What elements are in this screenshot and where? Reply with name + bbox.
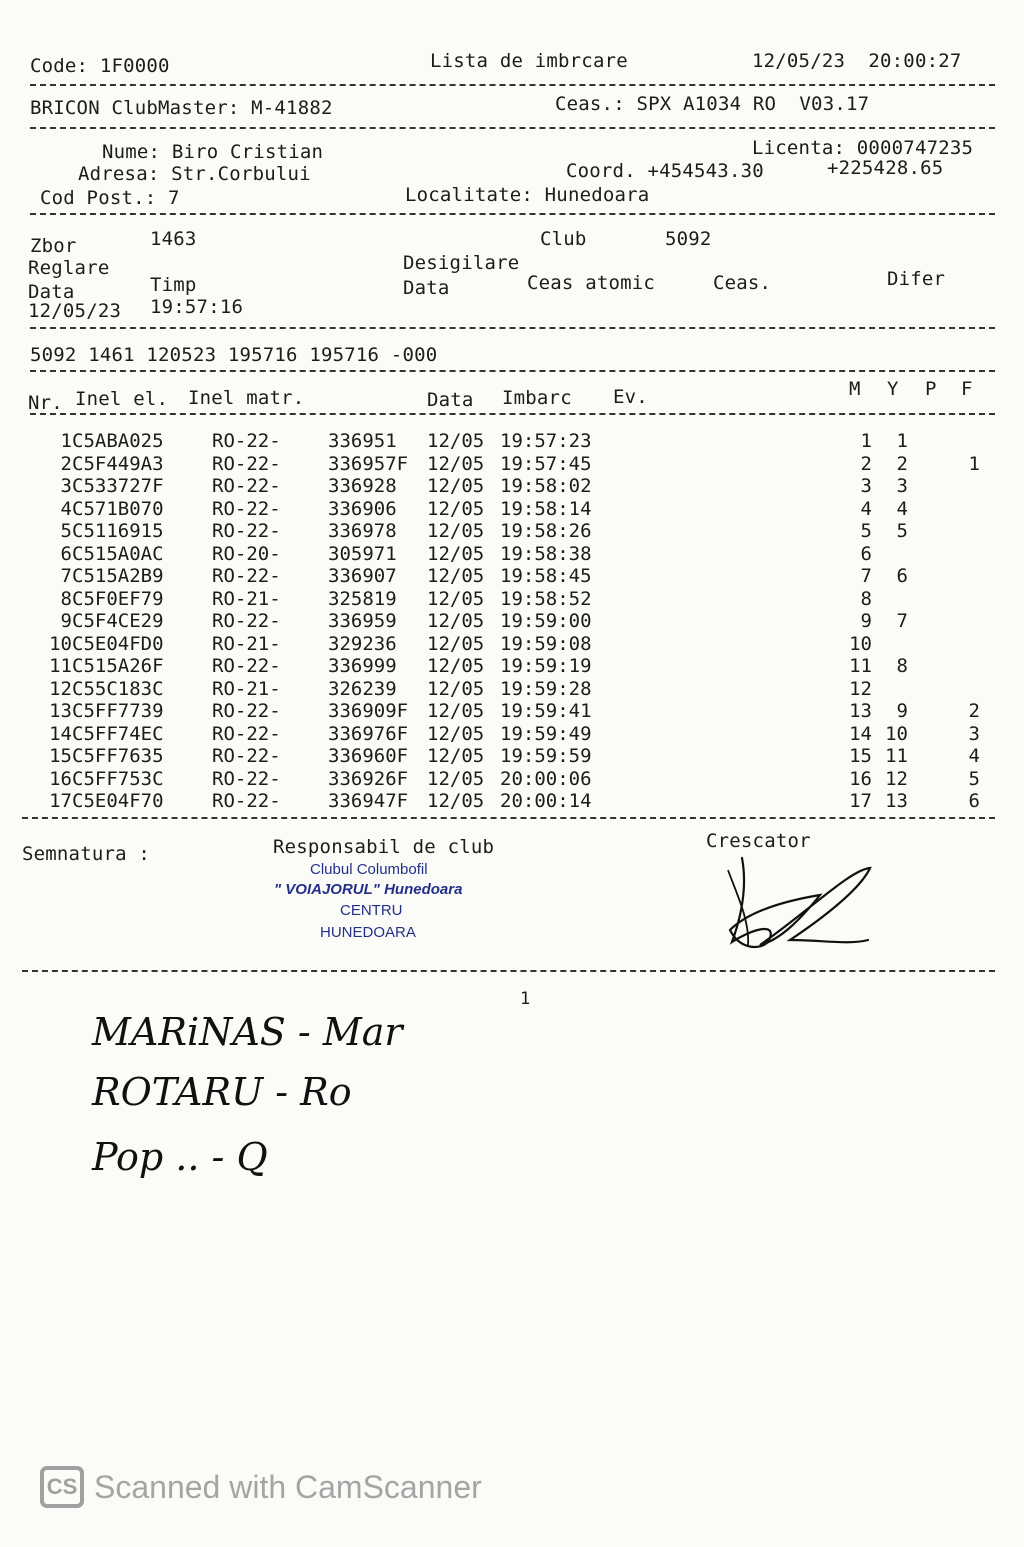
arrival-date: 12/05 — [427, 767, 485, 790]
electronic-ring: C533727F — [72, 475, 164, 497]
flight-number: 1463 — [150, 228, 197, 250]
breeder-signature — [720, 850, 890, 960]
table-row — [0, 768, 1024, 791]
handwritten-line-2: ROTARU - Ro — [92, 1070, 352, 1114]
ring-prefix: RO-20- — [212, 542, 281, 565]
table-row — [0, 655, 1024, 678]
arrival-time: 19:58:52 — [500, 587, 592, 610]
arrival-date: 12/05 — [427, 565, 485, 587]
arrival-time: 20:00:06 — [500, 767, 592, 790]
arrival-date: 12/05 — [427, 520, 485, 542]
row-number: 17 — [49, 790, 72, 812]
locality: Localitate: Hunedoara — [405, 184, 650, 206]
ring-number: 336957F — [328, 452, 409, 475]
electronic-ring: C5F449A3 — [72, 452, 164, 475]
coord-latitude: Coord. +454543.30 — [566, 160, 764, 182]
stamp-line-4: HUNEDOARA — [320, 924, 416, 941]
arrival-time: 19:58:02 — [500, 475, 592, 497]
arrival-time: 19:59:28 — [500, 677, 592, 700]
code-label: Code: 1F0000 — [30, 55, 170, 77]
table-row — [0, 453, 1024, 476]
ring-number: 336978 — [328, 520, 397, 542]
ring-number: 336909F — [328, 700, 409, 722]
handwritten-line-3: Pop .. - Q — [92, 1135, 268, 1179]
arrival-date: 12/05 — [427, 430, 485, 452]
row-number: 3 — [60, 475, 72, 497]
divider — [30, 413, 995, 415]
arrival-date: 12/05 — [427, 452, 485, 475]
ring-prefix: RO-22- — [212, 430, 281, 452]
col-header-nr: Nr. — [28, 392, 63, 414]
electronic-ring: C5FF74EC — [72, 722, 164, 745]
ring-prefix: RO-22- — [212, 497, 281, 520]
rank-m: 4 — [860, 497, 872, 520]
ring-number: 336960F — [328, 745, 409, 767]
row-number: 14 — [49, 722, 72, 745]
electronic-ring: C5E04F70 — [72, 790, 164, 812]
table-row — [0, 498, 1024, 521]
arrival-time: 19:57:23 — [500, 430, 592, 452]
col-header-data: Data — [427, 389, 474, 411]
date-label-2: Data — [403, 277, 450, 299]
summary-line: 5092 1461 120523 195716 195716 -000 — [30, 344, 438, 366]
ring-prefix: RO-22- — [212, 700, 281, 722]
arrival-time: 19:58:26 — [500, 520, 592, 542]
table-row — [0, 475, 1024, 498]
rank-m: 10 — [849, 632, 872, 655]
ring-number: 325819 — [328, 587, 397, 610]
ring-number: 336976F — [328, 722, 409, 745]
arrival-date: 12/05 — [427, 722, 485, 745]
clock-label-2: Ceas. — [713, 272, 772, 294]
arrival-time: 19:58:14 — [500, 497, 592, 520]
rank-y: 11 — [885, 745, 908, 767]
row-number: 16 — [49, 767, 72, 790]
page-number: 1 — [520, 989, 531, 1009]
table-row — [0, 588, 1024, 611]
divider — [30, 84, 995, 86]
rank-f: 2 — [968, 700, 980, 722]
adjustment-time: 19:57:16 — [150, 296, 244, 318]
arrival-time: 19:59:41 — [500, 700, 592, 722]
date-label: Data — [28, 281, 75, 303]
row-number: 13 — [49, 700, 72, 722]
ring-prefix: RO-21- — [212, 587, 281, 610]
clubmaster-label: BRICON ClubMaster: M-41882 — [30, 97, 333, 119]
col-header-inel-matr: Inel matr. — [188, 387, 305, 409]
postal-code: Cod Post.: 7 — [40, 187, 180, 209]
stamp-line-2: " VOIAJORUL" Hunedoara — [274, 881, 463, 898]
electronic-ring: C515A26F — [72, 655, 164, 677]
rank-m: 3 — [860, 475, 872, 497]
rank-m: 12 — [849, 677, 872, 700]
ring-prefix: RO-21- — [212, 677, 281, 700]
row-number: 6 — [60, 542, 72, 565]
rank-m: 17 — [849, 790, 872, 812]
table-row — [0, 430, 1024, 453]
club-number: 5092 — [665, 228, 712, 250]
arrival-date: 12/05 — [427, 677, 485, 700]
col-header-imbarc: Imbarc — [502, 387, 572, 409]
electronic-ring: C571B070 — [72, 497, 164, 520]
table-row — [0, 543, 1024, 566]
arrival-date: 12/05 — [427, 655, 485, 677]
row-number: 5 — [60, 520, 72, 542]
club-responsible-label: Responsabil de club — [273, 836, 495, 858]
flight-label: Zbor — [30, 235, 77, 257]
table-row — [0, 790, 1024, 813]
rank-m: 6 — [860, 542, 872, 565]
arrival-date: 12/05 — [427, 542, 485, 565]
arrival-date: 12/05 — [427, 790, 485, 812]
arrival-date: 12/05 — [427, 475, 485, 497]
divider — [30, 127, 995, 129]
rank-m: 7 — [860, 565, 872, 587]
table-row — [0, 723, 1024, 746]
rank-y: 7 — [896, 610, 908, 632]
row-number: 10 — [49, 632, 72, 655]
rank-m: 8 — [860, 587, 872, 610]
owner-name: Nume: Biro Cristian — [102, 141, 324, 163]
arrival-date: 12/05 — [427, 497, 485, 520]
arrival-time: 19:59:49 — [500, 722, 592, 745]
document-title: Lista de imbrcare — [430, 50, 628, 72]
ring-number: 336926F — [328, 767, 409, 790]
rank-y: 2 — [896, 452, 908, 475]
atomic-clock-label: Ceas atomic — [527, 272, 656, 294]
ring-prefix: RO-22- — [212, 452, 281, 475]
rank-y: 10 — [885, 722, 908, 745]
rank-y: 3 — [896, 475, 908, 497]
electronic-ring: C5FF753C — [72, 767, 164, 790]
ring-number: 336959 — [328, 610, 397, 632]
ring-prefix: RO-22- — [212, 790, 281, 812]
ring-number: 336928 — [328, 475, 397, 497]
rank-f: 4 — [968, 745, 980, 767]
ring-prefix: RO-21- — [212, 632, 281, 655]
rank-m: 2 — [860, 452, 872, 475]
rank-m: 13 — [849, 700, 872, 722]
adjustment-label: Reglare — [28, 257, 110, 279]
col-header-f: F — [961, 378, 973, 400]
ring-prefix: RO-22- — [212, 722, 281, 745]
divider — [30, 327, 995, 329]
stamp-line-3: CENTRU — [340, 902, 403, 919]
arrival-time: 19:58:45 — [500, 565, 592, 587]
row-number: 8 — [60, 587, 72, 610]
ring-prefix: RO-22- — [212, 745, 281, 767]
camscanner-logo-icon: CS — [40, 1466, 84, 1508]
table-row — [0, 565, 1024, 588]
ring-prefix: RO-22- — [212, 565, 281, 587]
arrival-date: 12/05 — [427, 745, 485, 767]
col-header-inel-el: Inel el. — [75, 388, 169, 410]
electronic-ring: C515A2B9 — [72, 565, 164, 587]
rank-m: 11 — [849, 655, 872, 677]
print-datetime: 12/05/23 20:00:27 — [752, 50, 962, 72]
table-row — [0, 678, 1024, 701]
arrival-time: 19:58:38 — [500, 542, 592, 565]
electronic-ring: C515A0AC — [72, 542, 164, 565]
col-header-p: P — [925, 378, 937, 400]
coord-longitude: +225428.65 — [827, 157, 944, 179]
ring-prefix: RO-22- — [212, 610, 281, 632]
arrival-date: 12/05 — [427, 632, 485, 655]
rank-f: 1 — [968, 452, 980, 475]
rank-m: 14 — [849, 722, 872, 745]
row-number: 9 — [60, 610, 72, 632]
rank-f: 5 — [968, 767, 980, 790]
ring-number: 336906 — [328, 497, 397, 520]
rank-y: 12 — [885, 767, 908, 790]
arrival-time: 19:57:45 — [500, 452, 592, 475]
row-number: 4 — [60, 497, 72, 520]
rank-y: 13 — [885, 790, 908, 812]
difference-label: Difer — [887, 268, 946, 290]
col-header-ev: Ev. — [613, 386, 648, 408]
rank-m: 1 — [860, 430, 872, 452]
ring-number: 336951 — [328, 430, 397, 452]
divider — [30, 213, 995, 215]
electronic-ring: C5F4CE29 — [72, 610, 164, 632]
ring-number: 326239 — [328, 677, 397, 700]
electronic-ring: C55C183C — [72, 677, 164, 700]
rank-y: 9 — [896, 700, 908, 722]
ring-prefix: RO-22- — [212, 520, 281, 542]
breeder-label: Crescator — [706, 830, 811, 852]
divider — [30, 370, 995, 372]
row-number: 12 — [49, 677, 72, 700]
electronic-ring: C5FF7739 — [72, 700, 164, 722]
rank-y: 8 — [896, 655, 908, 677]
adjustment-date: 12/05/23 — [28, 300, 122, 322]
electronic-ring: C5116915 — [72, 520, 164, 542]
camscanner-text: Scanned with CamScanner — [94, 1468, 482, 1505]
ring-number: 329236 — [328, 632, 397, 655]
electronic-ring: C5F0EF79 — [72, 587, 164, 610]
table-row — [0, 610, 1024, 633]
ring-prefix: RO-22- — [212, 655, 281, 677]
rank-y: 6 — [896, 565, 908, 587]
arrival-time: 19:59:19 — [500, 655, 592, 677]
arrival-time: 19:59:59 — [500, 745, 592, 767]
table-row — [0, 745, 1024, 768]
electronic-ring: C5FF7635 — [72, 745, 164, 767]
arrival-time: 20:00:14 — [500, 790, 592, 812]
handwritten-line-1: MARiNAS - Mar — [92, 1010, 403, 1054]
ring-number: 305971 — [328, 542, 397, 565]
row-number: 2 — [60, 452, 72, 475]
row-number: 7 — [60, 565, 72, 587]
license-number: Licenta: 0000747235 — [752, 137, 974, 159]
ring-prefix: RO-22- — [212, 767, 281, 790]
rank-y: 1 — [896, 430, 908, 452]
rank-m: 16 — [849, 767, 872, 790]
stamp-line-1: Clubul Columbofil — [310, 861, 428, 878]
arrival-time: 19:59:08 — [500, 632, 592, 655]
electronic-ring: C5ABA025 — [72, 430, 164, 452]
arrival-date: 12/05 — [427, 610, 485, 632]
time-label: Timp — [150, 274, 197, 296]
ring-number: 336907 — [328, 565, 397, 587]
ring-number: 336999 — [328, 655, 397, 677]
rank-m: 5 — [860, 520, 872, 542]
row-number: 15 — [49, 745, 72, 767]
col-header-m: M — [849, 378, 861, 400]
clock-label: Ceas.: SPX A1034 RO V03.17 — [555, 93, 870, 115]
row-number: 1 — [60, 430, 72, 452]
camscanner-watermark — [40, 1466, 482, 1508]
ring-prefix: RO-22- — [212, 475, 281, 497]
unsealing-label: Desigilare — [403, 252, 520, 274]
owner-address: Adresa: Str.Corbului — [78, 163, 311, 185]
signature-label: Semnatura : — [22, 843, 151, 865]
arrival-time: 19:59:00 — [500, 610, 592, 632]
arrival-date: 12/05 — [427, 700, 485, 722]
club-label: Club — [540, 228, 587, 250]
pigeon-table — [0, 430, 1024, 813]
electronic-ring: C5E04FD0 — [72, 632, 164, 655]
arrival-date: 12/05 — [427, 587, 485, 610]
table-row — [0, 633, 1024, 656]
rank-f: 3 — [968, 722, 980, 745]
rank-y: 4 — [896, 497, 908, 520]
rank-m: 15 — [849, 745, 872, 767]
rank-y: 5 — [896, 520, 908, 542]
divider — [22, 970, 995, 972]
col-header-y: Y — [887, 378, 899, 400]
table-row — [0, 700, 1024, 723]
row-number: 11 — [49, 655, 72, 677]
rank-m: 9 — [860, 610, 872, 632]
rank-f: 6 — [968, 790, 980, 812]
ring-number: 336947F — [328, 790, 409, 812]
divider — [22, 817, 995, 819]
table-row — [0, 520, 1024, 543]
